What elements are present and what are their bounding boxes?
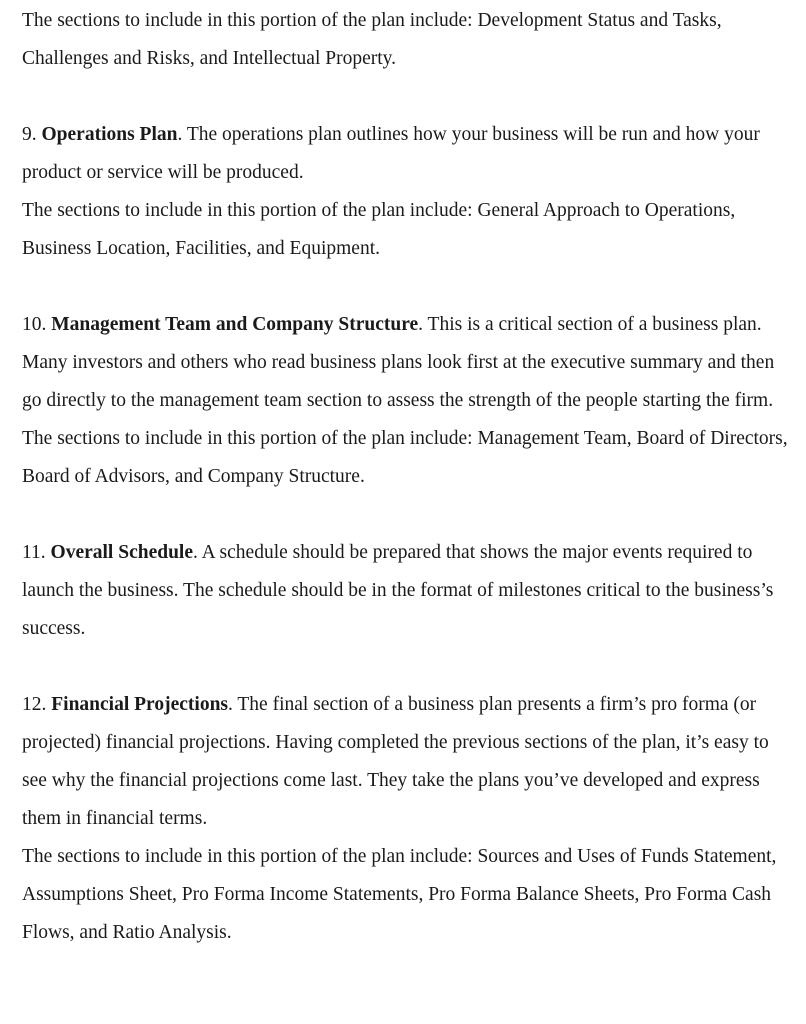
section-number: 12. bbox=[22, 694, 47, 715]
section-title: Financial Projections bbox=[51, 694, 228, 715]
section-management-team bbox=[22, 306, 792, 496]
document-page bbox=[22, 2, 792, 952]
paragraph-spacer bbox=[22, 268, 792, 306]
section-body: . The operations plan outlines how your business will be run and how your product or service will be produced. bbox=[22, 124, 760, 183]
section-paragraph bbox=[22, 306, 792, 496]
section-number: 11. bbox=[22, 542, 46, 563]
section-paragraph bbox=[22, 534, 792, 648]
paragraph-spacer bbox=[22, 648, 792, 686]
section-paragraph bbox=[22, 686, 792, 838]
section-financial-projections bbox=[22, 686, 792, 952]
section-body: . A schedule should be prepared that shows the major events required to launch the business. The schedule should be in the format of milestones critical to the business’s success. bbox=[22, 542, 774, 639]
section-body: . The final section of a business plan presents a firm’s pro forma (or projected) financial projections. Having completed the previous sections of the plan, it’s easy to see why the financial projections come last. They take the plans you’ve developed and express them in financial terms. bbox=[22, 694, 769, 829]
section-include-paragraph: The sections to include in this portion of the plan include: General Approach to Operations, Business Location, Facilities, and Equipment. bbox=[22, 200, 736, 259]
section-paragraph bbox=[22, 116, 792, 192]
section-title: Management Team and Company Structure bbox=[51, 314, 419, 335]
section-operations-plan bbox=[22, 116, 792, 268]
section-include-paragraph: The sections to include in this portion of the plan include: Sources and Uses of Funds Statement, Assumptions Sheet, Pro Forma Income Statements, Pro Forma Balance Sheets, Pro Forma Cash Flows, and Ratio Analysis. bbox=[22, 846, 777, 943]
section-number: 9. bbox=[22, 124, 37, 145]
section-title: Operations Plan bbox=[41, 124, 178, 145]
section-body: . This is a critical section of a business plan. Many investors and others who read business plans look first at the executive summary and then go directly to the management team section to assess the strength of the people starting the firm. The sections to include in this portion of the plan include: Management Team, Board of Directors, Board of Advisors, and Company Structure. bbox=[22, 314, 788, 487]
section-number: 10. bbox=[22, 314, 47, 335]
section-title: Overall Schedule bbox=[50, 542, 193, 563]
intro-paragraph: The sections to include in this portion of the plan include: Development Status and Tasks, Challenges and Risks, and Intellectual Property. bbox=[22, 10, 722, 69]
paragraph-spacer bbox=[22, 78, 792, 116]
paragraph-spacer bbox=[22, 496, 792, 534]
section-overall-schedule bbox=[22, 534, 792, 648]
